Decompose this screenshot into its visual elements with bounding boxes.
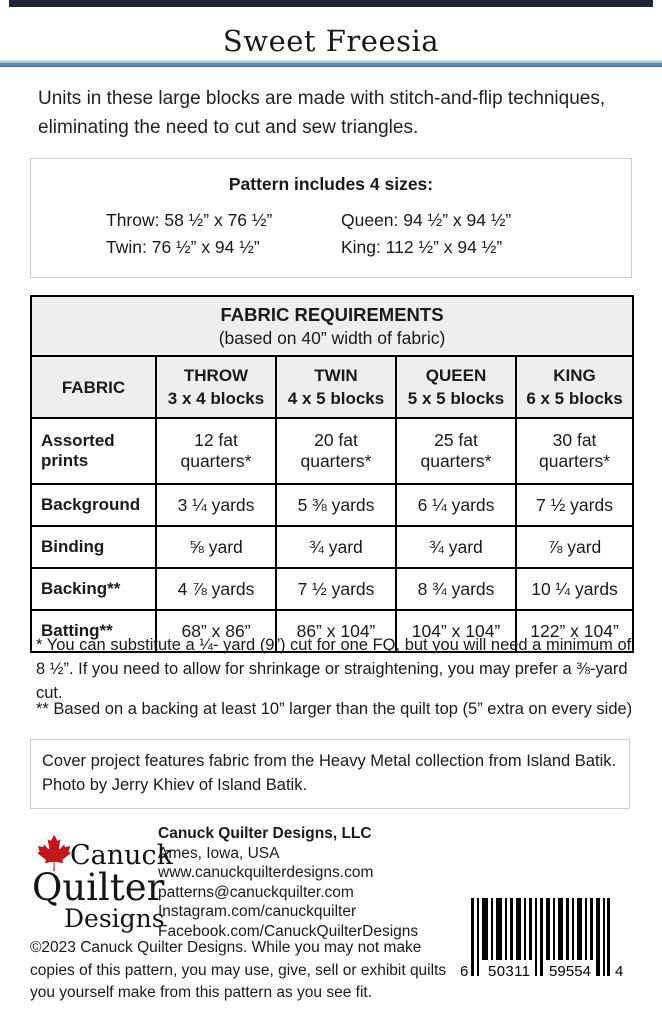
company-name: Canuck Quilter Designs, LLC — [158, 825, 372, 842]
logo-word-canuck: Canuck — [70, 840, 174, 871]
company-instagram: Instagram.com/canuckquilter — [158, 903, 357, 920]
barcode-group2: 59554 — [549, 963, 591, 980]
page-title: Sweet Freesia — [222, 24, 440, 58]
footnote-backing: ** Based on a backing at least 10” larger than the quilt top (5” extra on every side) — [36, 700, 633, 718]
upc-barcode — [452, 896, 630, 986]
column-header-queen: QUEEN 5 x 5 blocks — [396, 356, 516, 418]
company-info — [158, 824, 418, 941]
column-header-throw: THROW 3 x 4 blocks — [156, 356, 276, 418]
intro-paragraph: Units in these large blocks are made with stitch-and-flip techniques, eliminating the need to cut and sew triangles. — [38, 88, 606, 138]
column-header-twin: TWIN 4 x 5 blocks — [276, 356, 396, 418]
top-edge-bar — [9, 0, 653, 7]
company-website: www.canuckquilterdesigns.com — [158, 864, 374, 881]
table-row-assorted-prints: Assorted prints 12 fat quarters* 20 fat quarters* 25 fat quarters* 30 fat quarters* — [31, 418, 633, 484]
footnote-fat-quarter: * You can substitute a ¼- yard (9”) cut for one FQ, but you will need a minimum of 8 ½”. If you need to allow for shrinkage or straightening, you may prefer a ⅜-yard cut. — [36, 636, 632, 702]
table-title: FABRIC REQUIREMENTS — [220, 303, 444, 325]
sizes-box — [30, 158, 632, 278]
table-row-binding: Binding ⅝ yard ¾ yard ¾ yard ⅞ yard — [31, 526, 633, 568]
table-subtitle: (based on 40” width of fabric) — [218, 327, 446, 348]
barcode-group1: 50311 — [488, 963, 530, 980]
table-row-batting: Batting** 68” x 86” 86” x 104” 104” x 104” 122” x 104” — [31, 610, 633, 652]
logo-word-quilter: Quilter — [32, 866, 165, 909]
barcode-digit-right: 4 — [615, 963, 624, 980]
logo-word-designs: Designs — [64, 904, 165, 933]
cover-project-box — [30, 739, 630, 809]
size-throw: Throw: 58 ½” x 76 ½” — [106, 210, 273, 230]
cover-note-line2: Photo by Jerry Khiev of Island Batik. — [42, 776, 308, 794]
company-email: patterns@canuckquilter.com — [158, 883, 354, 901]
sizes-list — [31, 207, 631, 261]
copyright-notice: ©2023 Canuck Quilter Designs. While you may not make copies of this pattern, you may use, give, sell or exhibit quilts you yourself make from this pattern as you see fit. — [30, 939, 447, 1001]
column-header-fabric: FABRIC — [31, 356, 156, 418]
title-divider-rule — [0, 60, 662, 67]
table-row-backing: Backing** 4 ⅞ yards 7 ½ yards 8 ¾ yards 10 ¼ yards — [31, 568, 633, 610]
sizes-heading: Pattern includes 4 sizes: — [228, 174, 434, 194]
column-header-king: KING 6 x 5 blocks — [516, 356, 633, 418]
cover-note-line1: Cover project features fabric from the Heavy Metal collection from Island Batik. — [42, 752, 617, 770]
company-facebook: Facebook.com/CanuckQuilterDesigns — [158, 922, 419, 940]
barcode-digit-left: 6 — [460, 963, 469, 980]
size-king: King: 112 ½” x 94 ½” — [341, 237, 503, 257]
company-location: Ames, Iowa, USA — [158, 844, 280, 862]
fabric-requirements-table — [30, 295, 634, 653]
size-twin: Twin: 76 ½” x 94 ½” — [106, 237, 260, 257]
table-title-cell — [31, 296, 633, 356]
size-queen: Queen: 94 ½” x 94 ½” — [341, 210, 512, 230]
table-row-background: Background 3 ¼ yards 5 ⅜ yards 6 ¼ yards 7 ½ yards — [31, 484, 633, 526]
company-logo — [30, 822, 174, 937]
